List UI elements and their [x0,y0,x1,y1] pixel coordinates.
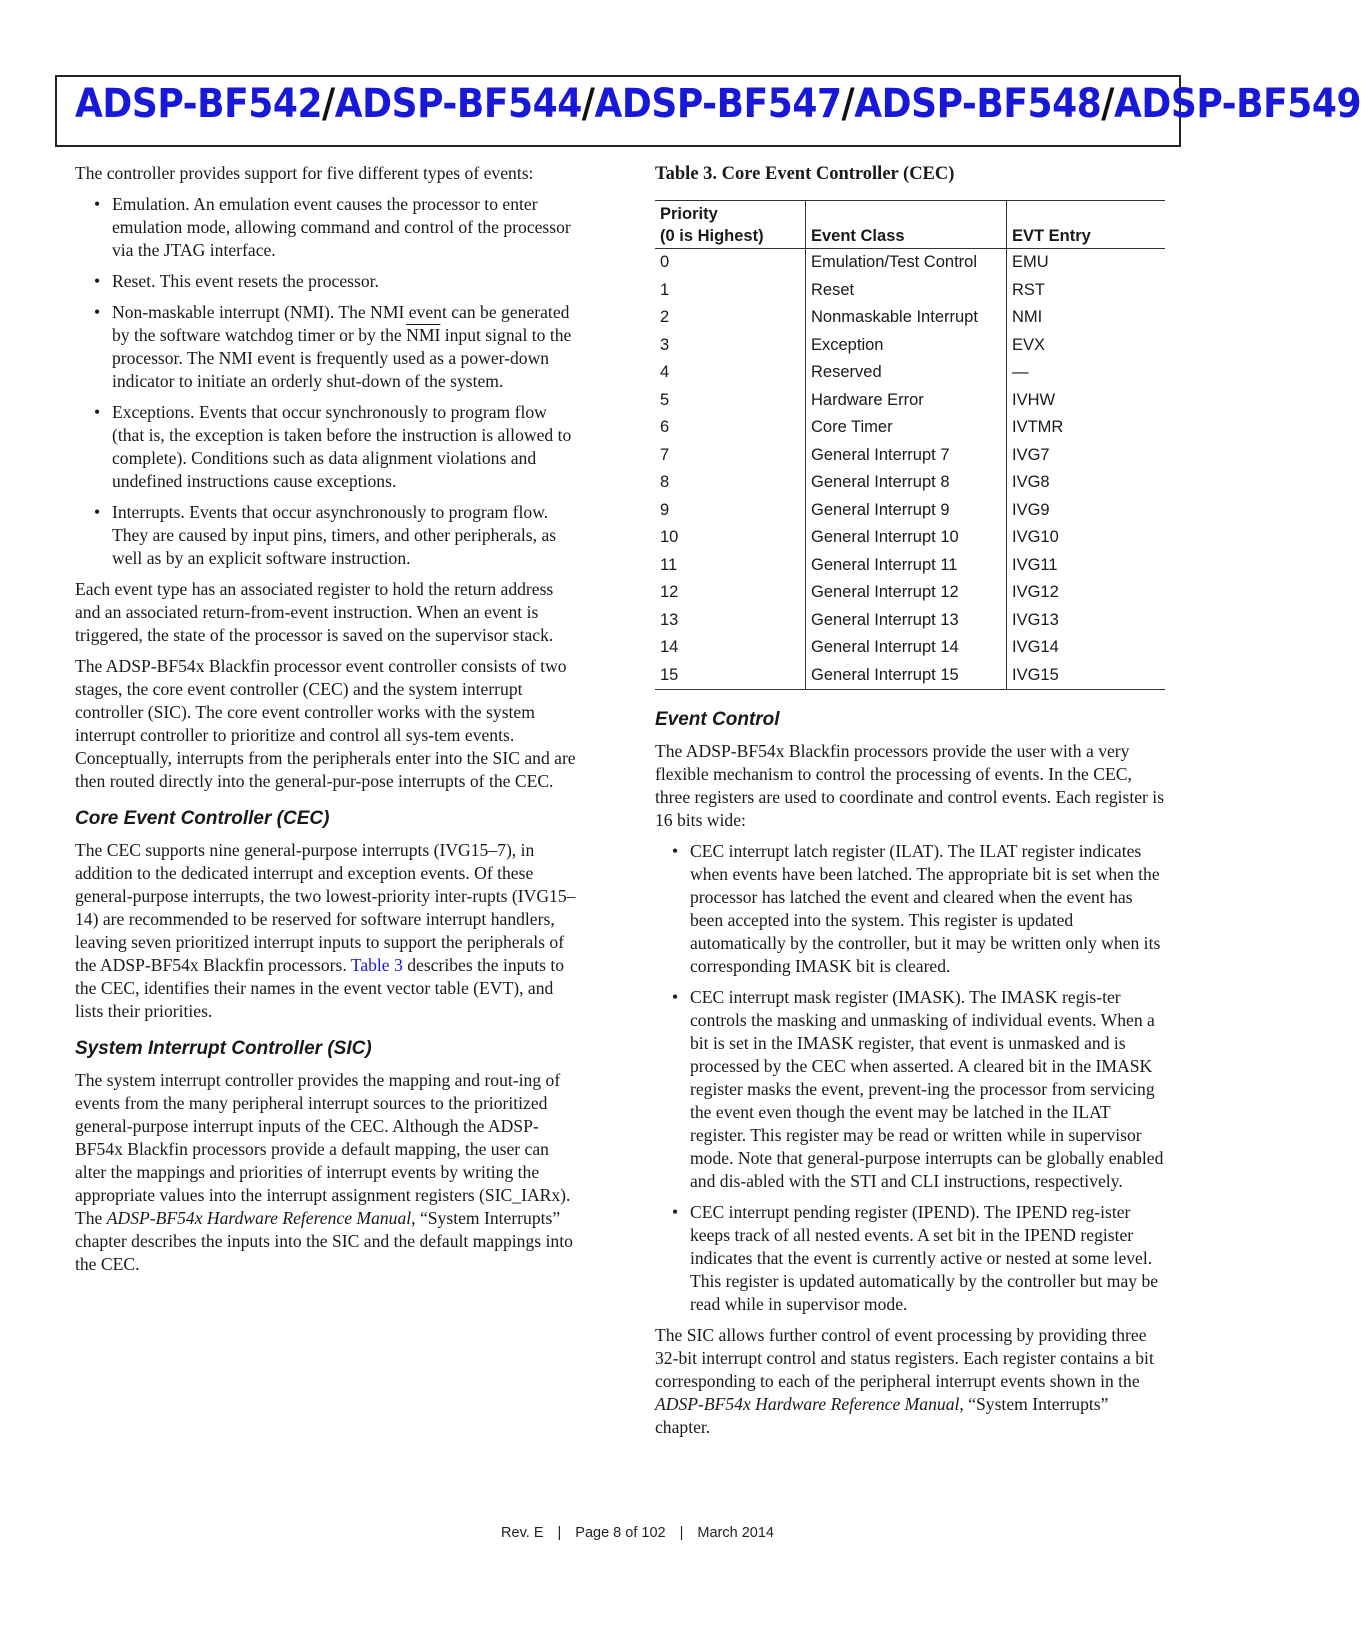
priority-cell: 10 [655,524,806,552]
list-item: • Reset. This event resets the processor. [112,270,580,293]
priority-cell: 7 [655,442,806,470]
table-3-link[interactable]: Table 3 [350,955,403,975]
table-caption: Table 3. Core Event Controller (CEC) [655,164,955,184]
event-class-cell: General Interrupt 10 [806,524,1007,552]
evt-entry-cell: IVG9 [1012,500,1050,519]
column-header-event-class: Event Class [806,201,1007,249]
section-heading-sic: System Interrupt Controller (SIC) [75,1038,372,1059]
event-class-cell: General Interrupt 15 [806,662,1007,690]
table-row [655,497,1165,525]
priority-cell: 11 [655,552,806,580]
evt-entry-cell: IVG15 [1007,662,1166,690]
priority-cell: 1 [655,277,806,305]
evt-entry-cell: IVG12 [1012,583,1059,601]
list-item: • CEC interrupt mask register (IMASK). The IMASK regis-ter controls the masking and unmasking of individual events. When a bit is set in the IMASK register, that event is unmasked and is processed by the CEC when asserted. A cleared bit in the IMASK register masks the event, prevent-ing the processor from servicing the event even though the event may be latched in the ILAT register. This register may be read or written while in supervisor mode. Note that general-purpose interrupts can be globally enabled and dis-abled with the STI and CLI instructions, respectively. [690,986,1165,1193]
paragraph: The ADSP-BF54x Blackfin processors provide the user with a very flexible mechanism to control the processing of events. In the CEC, three registers are used to coordinate and control events. Each register is 16 bits wide: [655,741,1165,830]
evt-entry-cell: — [1012,363,1029,381]
priority-cell: 14 [655,634,806,662]
table-row [655,387,1165,415]
table-row [655,249,1165,277]
nmi-signal: $\overline{NMI}$ [406,325,441,345]
table-row [655,634,1165,662]
event-class-cell: Reset [806,277,1007,305]
event-class-cell: Core Timer [806,414,1007,442]
page-header [55,75,1361,147]
event-class-cell: Emulation/Test Control [806,249,1007,277]
event-class-cell: General Interrupt 8 [806,469,1007,497]
table-row [655,662,1165,690]
paragraph: Each event type has an associated register to hold the return address and an associated return-from-event instruction. When an event is triggered, the state of the processor is saved on the supervisor stack. [75,579,554,645]
date: March 2014 [697,1525,774,1541]
evt-entry-cell: RST [1012,280,1045,299]
table-row [655,359,1165,387]
page-number: Page 8 of 102 [575,1525,666,1541]
priority-cell: 2 [655,304,806,332]
list-item: • Interrupts. Events that occur asynchronously to program flow. They are caused by input pins, timers, and other peripherals, as well as by an explicit software instruction. [112,501,580,570]
priority-cell: 13 [655,607,806,635]
product-title: ADSP-BF542/ADSP-BF544/ADSP-BF547/ADSP-BF548/ADSP-BF549 [75,81,1361,127]
part-link-bf549[interactable]: ADSP-BF549 [1113,81,1361,127]
part-link-bf542[interactable]: ADSP-BF542 [75,81,323,127]
part-link-bf544[interactable]: ADSP-BF544 [334,81,582,127]
table-row [655,304,1165,332]
evt-entry-cell: IVG13 [1012,610,1059,629]
event-class-cell: General Interrupt 11 [806,552,1007,580]
table-row [655,524,1165,552]
cec-table [655,200,1165,690]
priority-cell: 6 [655,414,806,442]
section-heading-event-control: Event Control [655,709,780,730]
table-row [655,414,1165,442]
section-heading-cec: Core Event Controller (CEC) [75,808,330,829]
paragraph: The system interrupt controller provides the mapping and rout-ing of events from the many peripheral interrupt sources to the prioritized general-purpose interrupt inputs of the CEC. Although the ADSP-BF54x Blackfin processors provide a default mapping, the user can alter the mappings and priorities of interrupt events by writing the appropriate values into the interrupt assignment registers (SIC_IARx). The ADSP-BF54x Hardware Reference Manual, “System Interrupts” chapter describes the inputs into the SIC and the default mappings into the CEC. [75,1070,573,1274]
list-item: • CEC interrupt pending register (IPEND). The IPEND reg-ister keeps track of all nested events. A set bit in the IPEND register indicates that the event is currently active or nested at some level. This register is updated automatically by the controller but may be read while in supervisor mode. [690,1201,1165,1316]
event-class-cell: Nonmaskable Interrupt [806,304,1007,332]
table-row [655,579,1165,607]
table-row [655,277,1165,305]
manual-reference: ADSP-BF54x Hardware Reference Manual [106,1208,412,1228]
manual-reference: ADSP-BF54x Hardware Reference Manual [655,1394,960,1414]
list-item: • Exceptions. Events that occur synchronously to program flow (that is, the exception is taken before the instruction is allowed to complete). Conditions such as data alignment violations and undefined instructions cause exceptions. [112,401,580,493]
evt-entry-cell: IVG11 [1012,555,1058,574]
evt-entry-cell: IVHW [1012,390,1056,409]
part-link-bf547[interactable]: ADSP-BF547 [594,81,842,127]
list-item: • Emulation. An emulation event causes the processor to enter emulation mode, allowing command and control of the processor via the JTAG interface. [112,193,580,262]
event-class-cell: General Interrupt 14 [806,634,1007,662]
evt-entry-cell: EMU [1012,253,1049,271]
priority-cell: 15 [655,662,806,690]
table-row [655,607,1165,635]
priority-cell: 5 [655,387,806,415]
event-class-cell: General Interrupt 7 [806,442,1007,470]
table-row [655,552,1165,580]
event-class-cell: Hardware Error [806,387,1007,415]
priority-cell: 3 [655,332,806,360]
left-column [75,162,580,1284]
register-list [655,840,1165,1316]
revision: Rev. E [501,1525,544,1541]
table-header-row [655,201,1165,249]
column-header-priority: Priority (0 is Highest) [655,201,806,249]
event-types-list [75,193,580,570]
table-row [655,469,1165,497]
list-item: • CEC interrupt latch register (ILAT). The ILAT register indicates when events have been latched. The appropriate bit is set when the processor has latched the event and cleared when the event has been accepted into the system. This register is updated automatically by the controller, but it may be written only when its corresponding IMASK bit is cleared. [690,840,1165,978]
priority-cell: 8 [655,469,806,497]
event-class-cell: Exception [806,332,1007,360]
column-header-evt-entry: EVT Entry [1007,201,1166,249]
evt-entry-cell: IVG8 [1012,473,1050,491]
event-class-cell: General Interrupt 12 [806,579,1007,607]
event-class-cell: Reserved [806,359,1007,387]
table-row [655,332,1165,360]
evt-entry-cell: IVTMR [1012,418,1064,436]
part-link-bf548[interactable]: ADSP-BF548 [854,81,1102,127]
evt-entry-cell: IVG7 [1012,445,1050,464]
event-class-cell: General Interrupt 13 [806,607,1007,635]
paragraph: The CEC supports nine general-purpose interrupts (IVG15–7), in addition to the dedicated interrupt and exception events. Of these general-purpose interrupts, the two lowest-priority inter-rupts (IVG15–14) are recommended to be reserved for software interrupt handlers, leaving seven prioritized interrupt inputs to support the peripherals of the ADSP-BF54x Blackfin processors. Table 3 describes the inputs to the CEC, identifies their names in the event vector table (EVT), and lists their priorities. [75,840,576,1021]
paragraph: The ADSP-BF54x Blackfin processor event controller consists of two stages, the core event controller (CEC) and the system interrupt controller (SIC). The core event controller works with the system interrupt controller to prioritize and control all sys-tem events. Conceptually, interrupts from the peripherals enter into the SIC and are then routed directly into the general-pur-pose interrupts of the CEC. [75,656,576,791]
list-item: • Non-maskable interrupt (NMI). The NMI event can be generated by the software watchdog timer or by the $\overline{NMI}$ input signal to the processor. The NMI event is frequently used as a power-down indicator to initiate an orderly shut-down of the system. [112,301,580,393]
priority-cell: 0 [655,249,806,277]
right-column [655,162,1165,1447]
page-footer: Rev. E | Page 8 of 102 | March 2014 [501,1525,774,1541]
event-class-cell: General Interrupt 9 [806,497,1007,525]
intro-paragraph: The controller provides support for five different types of events: [75,163,534,183]
priority-cell: 4 [655,359,806,387]
evt-entry-cell: NMI [1012,308,1043,326]
paragraph: The SIC allows further control of event processing by providing three 32-bit interrupt control and status registers. Each register contains a bit corresponding to each of the peripheral interrupt events shown in the ADSP-BF54x Hardware Reference Manual, “System Interrupts” chapter. [655,1325,1154,1437]
evt-entry-cell: IVG10 [1012,528,1059,546]
table-row [655,442,1165,470]
priority-cell: 12 [655,579,806,607]
evt-entry-cell: EVX [1012,335,1046,354]
evt-entry-cell: IVG14 [1012,638,1059,656]
priority-cell: 9 [655,497,806,525]
